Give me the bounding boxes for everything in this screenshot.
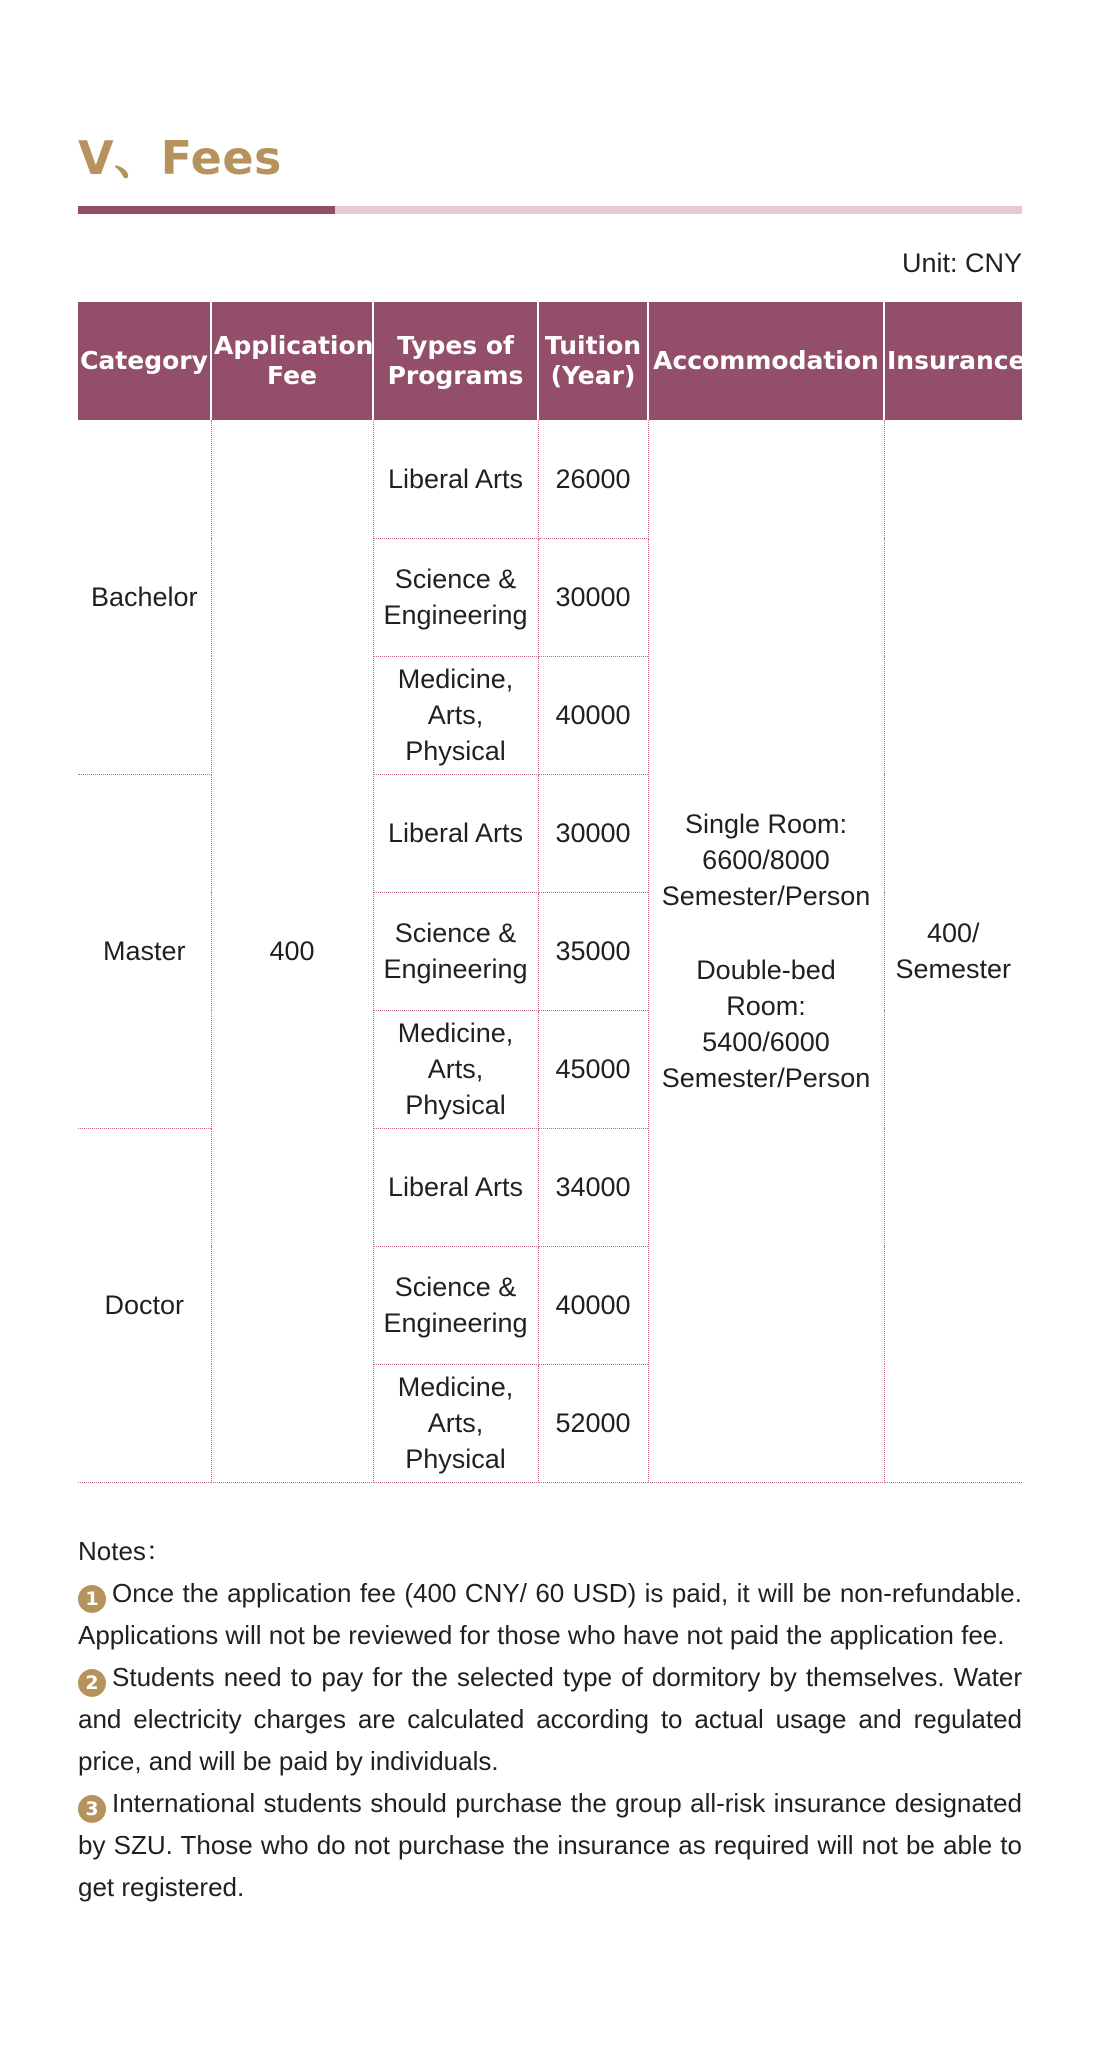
note-item [78,1656,1022,1782]
section-title: V、Fees [78,131,282,185]
header-insurance: Insurance [884,302,1022,420]
program-type-cell: Science & Engineering [373,538,538,656]
table-header-row [78,302,1022,420]
tuition-cell: 30000 [538,538,648,656]
header-program-type: Types of Programs [373,302,538,420]
tuition-cell: 40000 [538,1246,648,1364]
tuition-cell: 26000 [538,420,648,538]
note-number-badge: 2 [78,1669,106,1697]
header-category: Category [78,302,211,420]
accommodation-single-room: Single Room: 6600/8000 Semester/Person [661,808,871,911]
header-accommodation: Accommodation [648,302,884,420]
currency-unit-label: Unit: CNY [901,248,1022,278]
note-item [78,1572,1022,1656]
program-type-cell: Liberal Arts [373,420,538,538]
program-type-cell: Liberal Arts [373,774,538,892]
tuition-cell: 45000 [538,1010,648,1128]
tuition-cell: 34000 [538,1128,648,1246]
notes-title: Notes： [78,1536,172,1566]
header-application-fee: Application Fee [211,302,373,420]
program-type-cell: Medicine, Arts, Physical [373,1010,538,1128]
program-type-cell: Science & Engineering [373,892,538,1010]
fees-table [78,302,1026,1483]
program-type-cell: Medicine, Arts, Physical [373,656,538,774]
accommodation-double-room: Double-bed Room: 5400/6000 Semester/Person [661,954,871,1093]
insurance-value: 400/ Semester [884,420,1022,1482]
program-type-cell: Medicine, Arts, Physical [373,1364,538,1482]
tuition-cell: 30000 [538,774,648,892]
category-master: Master [78,774,211,1128]
note-item [78,1782,1022,1908]
note-text: Students need to pay for the selected type of dormitory by themselves. Water and electricity charges are calculated according to actual usage and regulated price, and will be paid by individuals. [78,1662,1022,1776]
note-text: International students should purchase the group all-risk insurance designated by SZU. Those who do not purchase the insurance as required will not be able to get registered. [78,1788,1022,1902]
category-doctor: Doctor [78,1128,211,1482]
title-divider-accent [78,206,335,214]
accommodation-cell [648,420,884,1482]
table-row [78,420,1022,538]
header-tuition: Tuition (Year) [538,302,648,420]
note-number-badge: 3 [78,1795,106,1823]
tuition-cell: 52000 [538,1364,648,1482]
title-divider [78,206,1022,214]
application-fee-value: 400 [211,420,373,1482]
tuition-cell: 35000 [538,892,648,1010]
note-number-badge: 1 [78,1585,106,1613]
program-type-cell: Liberal Arts [373,1128,538,1246]
category-bachelor: Bachelor [78,420,211,774]
note-text: Once the application fee (400 CNY/ 60 USD) is paid, it will be non-refundable. Applications will not be reviewed for those who have not paid the application fee. [78,1578,1022,1650]
tuition-cell: 40000 [538,656,648,774]
program-type-cell: Science & Engineering [373,1246,538,1364]
notes-section [78,1530,1022,1908]
